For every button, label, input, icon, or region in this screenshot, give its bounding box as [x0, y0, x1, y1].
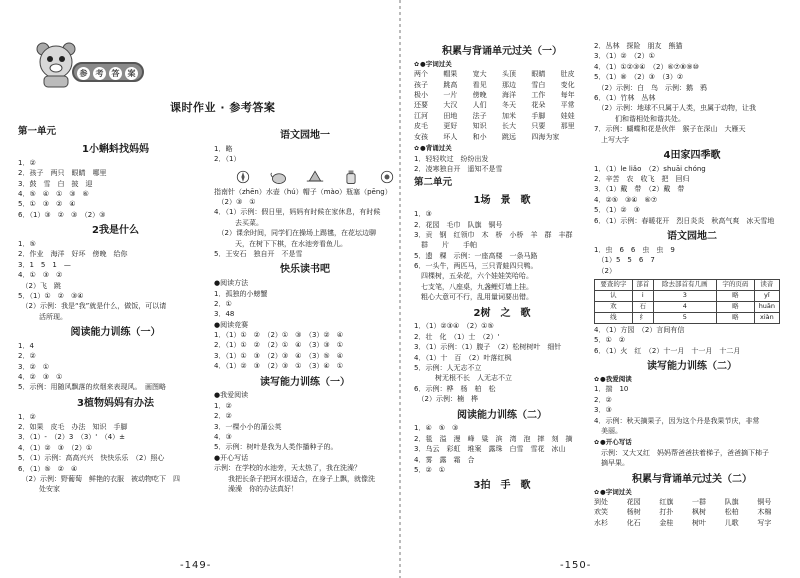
- section-title: 4田家四季歌: [663, 149, 721, 161]
- unit-heading: 第一单元: [18, 126, 57, 137]
- unit-heading: 第二单元: [414, 177, 453, 189]
- answer-line: 树无根不长 人无志不立: [414, 374, 512, 383]
- section-title: 积累与背诵单元过关（一）: [442, 46, 562, 57]
- answer-line: 2．如果 皮毛 办法 知识 手脚: [18, 423, 128, 431]
- word-cell: 傍晚: [472, 91, 487, 100]
- word-cell: 知识: [472, 122, 487, 131]
- answer-line: 5．王安石 独自开 不是雪: [214, 249, 303, 258]
- answer-line: 5．（1）⑧ （2）③ （3）②: [594, 73, 684, 82]
- section-title: 阅读能力训练（二）: [457, 409, 547, 421]
- answer-line: 3．③: [594, 406, 612, 415]
- answer-line: 3．48: [214, 310, 235, 319]
- section-title: 阅读能力训练（一）: [70, 327, 161, 339]
- answer-line: 3．（1）① ③ （2）③ ④ （3）⑤ ④: [214, 351, 343, 360]
- word-cell: 每年: [560, 91, 575, 100]
- badge-char: 案: [125, 67, 138, 80]
- subsection-label: ✿ ●字词过关: [414, 61, 590, 71]
- word-cell: 树叶: [692, 518, 706, 527]
- answer-line: 6．（1）⑤ ② ④: [18, 464, 78, 473]
- word-cell: 金桂: [659, 518, 674, 527]
- answer-line: 1．②: [18, 412, 36, 421]
- word-cell: 女孩: [414, 132, 428, 141]
- answer-line: 我把长条子把河水很适合，在身子上飘，就像洗: [214, 474, 375, 483]
- answer-line: 5．① ②: [594, 336, 626, 345]
- answer-line: 3．（1）- （2）3 （3）' （4）±: [18, 433, 126, 442]
- answer-line: 澡澡 你的办法真好！: [214, 484, 298, 493]
- answer-line: 示例：在学校的水池旁，天太热了，我在洗澡？: [214, 464, 361, 473]
- answer-line: 6．一头牛，两匹马，三只青蛙四只鸭。: [414, 262, 538, 271]
- compass-icon: [234, 168, 252, 186]
- answer-line: 去买菜。: [214, 218, 263, 227]
- answer-line: 3．② ①: [18, 362, 50, 371]
- section-title: 语文园地一: [280, 130, 330, 141]
- page-fold: [399, 0, 401, 578]
- answer-line: 四棵树，五朵花，六个娃娃笑哈哈。: [414, 272, 533, 281]
- answer-line: （2）示例：白 鸟 示例：鹅 鸦: [594, 83, 707, 92]
- word-cell: 欢笑: [594, 508, 608, 517]
- answer-line: 1．（1）②③④ （2）①⑤: [414, 322, 494, 331]
- word-cell: 田地: [443, 111, 458, 120]
- word-cell: 坏人: [443, 132, 458, 141]
- answer-line: （1）5 5 6 7: [594, 256, 655, 265]
- section-title: 3拍 手 歌: [473, 480, 531, 492]
- section-title: 积累与背诵单元过关（二）: [632, 473, 752, 485]
- answer-line: 5．① ③ ② ④: [18, 200, 76, 209]
- answer-list: [18, 413, 213, 496]
- word-cell: 打扑: [659, 508, 674, 517]
- answer-line: 5．示例：人无志不立: [414, 363, 482, 372]
- answer-line: 1．（1）① ② （2）① ③ （3）② ④: [214, 331, 343, 340]
- word-cell: 水杉: [594, 518, 608, 527]
- word-grid: [414, 70, 590, 143]
- table-cell: 4: [653, 302, 716, 313]
- answer-line: 2．（1）: [214, 155, 241, 164]
- answer-line: 4．② ③ ①: [18, 373, 63, 382]
- answer-line: 4．（1）①②③④ （2）⑥⑦⑧⑨⑩: [594, 62, 699, 71]
- answer-line: 群 片 手帕: [414, 241, 477, 250]
- section-title: 3植物妈妈有办法: [77, 397, 154, 409]
- table-cell: yǐ: [754, 291, 779, 302]
- word-cell: 皮毛: [414, 122, 428, 131]
- answer-line: ●开心写话: [214, 453, 249, 462]
- answer-line: （2）示例：野葡萄 鲜艳的衣服 被动物吃下 四: [18, 474, 180, 483]
- word-cell: 头顶: [502, 70, 516, 79]
- answer-line: 2．②: [594, 395, 612, 404]
- answer-line: ●阅读竞赛: [214, 320, 249, 329]
- word-grid: [594, 498, 790, 529]
- section-title: 读写能力训练（一）: [260, 376, 350, 388]
- answer-line: 1．④ ⑤ ③: [414, 424, 459, 433]
- answer-line: 4．（1）② ③ （2）③ ① （3）④ ①: [214, 362, 343, 371]
- column-4: [594, 42, 790, 529]
- word-cell: 看见: [472, 80, 487, 89]
- word-cell: 冬天: [502, 101, 516, 110]
- word-cell: 加米: [502, 111, 516, 120]
- answer-line: （2）示例：地球不只属于人类，虫属于动物，让我: [594, 104, 756, 113]
- answer-line: 3．贡 钢 红领巾 木 桥 小桥 羊 群 丰群: [414, 230, 573, 239]
- word-cell: 和小: [472, 132, 487, 141]
- table-cell: 略: [716, 302, 754, 313]
- answer-line: 4．（1）② ③ （2）①: [18, 443, 93, 452]
- answer-line: 3．一棵小小的蒲公英: [214, 422, 282, 431]
- subsection-label: ✿ ●我爱阅读: [594, 376, 790, 386]
- word-cell: 两个: [414, 70, 428, 79]
- answer-line: 美丽。: [594, 427, 622, 436]
- answer-line: 4．⑤ ④ ① ③ ⑥: [18, 189, 89, 198]
- answer-line: 摘早果。: [594, 459, 629, 468]
- answer-line: 5．（1）① ② ③④: [18, 291, 84, 300]
- section-title: 2我是什么: [92, 225, 139, 237]
- table-cell: 字的页码: [716, 280, 754, 291]
- word-cell: 一群: [692, 498, 706, 507]
- table-cell: 要查的字: [595, 280, 633, 291]
- word-cell: 只要: [531, 122, 546, 131]
- word-cell: 极小: [414, 91, 428, 100]
- word-cell: 海洋: [502, 91, 516, 100]
- answer-line: 3．（1）② （2）①: [594, 52, 655, 61]
- answer-line: 2．②: [18, 352, 36, 361]
- answer-line: 4．① ③ ②: [18, 271, 63, 280]
- answer-line: 4．示例：秋天摘果子，因为这个丹是我果节庆，非常: [594, 416, 760, 425]
- table-cell: i: [632, 291, 653, 302]
- answer-line: 3．（1）示例：（1）腹子 （2）松树树叶 细针: [414, 343, 562, 352]
- answer-line: （2）: [594, 266, 616, 275]
- word-cell: 红旗: [659, 498, 674, 507]
- answer-line: 4．（1）方园 （2）言间有信: [594, 326, 685, 335]
- answer-line: 指南针（zhēn）水壶（hú）帽子（mào）瓶塞（pēng）: [214, 187, 392, 196]
- word-cell: 人们: [472, 101, 487, 110]
- answer-line: （2）③ ①: [214, 197, 256, 206]
- answer-line: 6．（1）示例：春暖花开 烈日炎炎 秋高气爽 冰天雪地: [594, 216, 775, 225]
- answer-line: 2．花园 毛巾 队旗 铜号: [414, 220, 503, 229]
- section-title: 快乐读书吧: [280, 264, 330, 276]
- section-title: 1场 景 歌: [473, 195, 531, 207]
- table-cell: 认: [595, 291, 633, 302]
- answer-line: 1．虫 6 6 虫 虫 9: [594, 245, 675, 254]
- badge-char: 参: [77, 67, 90, 80]
- answer-badge: [72, 62, 144, 82]
- answer-line: 处安家: [18, 485, 60, 494]
- word-cell: 木棉: [757, 508, 772, 517]
- table-cell: 欢: [595, 302, 633, 313]
- answer-line: 示例：又大又红 妈妈帮爸爸扶着梯子，爸爸摘下柿子: [594, 448, 769, 457]
- bear-mascot-icon: [34, 40, 78, 88]
- subsection-label: ✿ ●开心写话: [594, 439, 790, 449]
- answer-line: 1．轻轻吹过 纷纷出发: [414, 154, 489, 163]
- word-cell: 更好: [443, 122, 458, 131]
- answer-line: 2．作业 海洋 好坏 傍晚 给你: [18, 250, 128, 259]
- word-cell: 写字: [757, 518, 772, 527]
- target-icon: [378, 168, 396, 186]
- answer-line: 5．（1）示例：高高兴兴 快快乐乐 （2）照心: [18, 454, 165, 463]
- section-title: 语文园地二: [667, 231, 717, 243]
- word-cell: 跳远: [502, 132, 516, 141]
- answer-line: （2）示例：我是“我”就是什么，做饭，可以请: [18, 302, 167, 311]
- table-row: [595, 291, 780, 302]
- answer-line: 1．（1）le liǎo （2）shuāi chóng: [594, 164, 706, 173]
- word-cell: 江河: [414, 111, 428, 120]
- answer-line: 4．（1）十 百 （2）叶落红枫: [414, 353, 512, 362]
- answer-line: 4．（1）示例：假日里，妈妈有时候在家休息，有时候: [214, 208, 381, 217]
- word-cell: 松柏: [724, 508, 739, 517]
- answer-line: 4．雾 露 霜 合: [414, 455, 475, 464]
- word-cell: 花朵: [531, 101, 546, 110]
- answer-line: 2．丛林 探险 朋友 熊猫: [594, 42, 683, 50]
- table-row: [595, 302, 780, 313]
- answer-line: 3．（1）戴 带 （2）戴 带: [594, 185, 685, 194]
- word-cell: 变化: [560, 80, 575, 89]
- answer-line: （2）示例：楠 桦: [414, 395, 478, 404]
- table-cell: huān: [754, 302, 779, 313]
- word-cell: 到处: [594, 498, 608, 507]
- answer-line: 4．②⑤ ③④ ⑥⑦: [594, 195, 658, 204]
- answer-line: 1．孤独的小螃蟹: [214, 289, 268, 298]
- table-cell: 线: [595, 313, 633, 324]
- picture-row: [234, 168, 396, 186]
- table-cell: xiàn: [754, 313, 779, 324]
- answer-list: [18, 240, 213, 323]
- answer-line: 5．遗 稞 示例：一座高楼 一条马路: [414, 251, 538, 260]
- answer-line: 6．（1）火 红 （2）十一月 十一月 十二月: [594, 346, 741, 355]
- word-cell: 肚皮: [560, 70, 575, 79]
- word-cell: 杨树: [626, 508, 641, 517]
- table-cell: 略: [716, 313, 754, 324]
- answer-line: ●我爱阅读: [214, 391, 249, 400]
- word-cell: 平常: [560, 101, 575, 110]
- answer-line: 1．4: [18, 341, 34, 350]
- mascot-logo: [34, 40, 144, 92]
- answer-line: 2．②: [214, 412, 232, 421]
- answer-line: 2．孩子 两只 眼睛 哪里: [18, 169, 107, 178]
- answer-line: 5．示例：用随风飘落的炊烟来表现风。 画图略: [18, 383, 166, 392]
- answer-line: 2．壮 化 （1）士 （2）': [414, 332, 500, 341]
- answer-line: 2．（1）① ② （2）① ④ （3）③ ①: [214, 341, 343, 350]
- word-cell: 帽果: [443, 70, 458, 79]
- answer-line: 7．示例：蝴蝶和花是伙伴 猴子在深山 大雁天: [594, 125, 746, 134]
- table-header-row: [595, 280, 780, 291]
- answer-line: 5．示例：树叶是我为人类作播种子的。: [214, 443, 338, 452]
- section-title: 1小蝌蚪找妈妈: [82, 144, 149, 155]
- word-cell: 四海为家: [531, 132, 560, 141]
- table-cell: 纟: [632, 313, 653, 324]
- table-cell: 部首: [632, 280, 653, 291]
- answer-line: 1．②: [18, 158, 36, 167]
- dictionary-table: [594, 279, 780, 324]
- word-cell: 化石: [626, 518, 641, 527]
- answer-line: 1．⑤: [18, 239, 36, 248]
- word-cell: 手脚: [531, 111, 546, 120]
- answer-line: 6．示例：桦 杨 柏 松: [414, 384, 496, 393]
- answer-line: 粗心大意可不行，乱用量词要出错。: [414, 293, 533, 302]
- word-cell: 铜号: [757, 498, 772, 507]
- answer-line: 上写大字: [594, 135, 629, 144]
- table-cell: 略: [716, 291, 754, 302]
- answer-line: 1．③: [414, 210, 432, 219]
- table-row: [595, 313, 780, 324]
- word-cell: 工作: [531, 91, 546, 100]
- subsection-label: ✿ ●背诵过关: [414, 145, 590, 155]
- subsection-label: ✿ ●字词过关: [594, 489, 790, 499]
- answer-line: （2）飞 跳: [18, 281, 61, 290]
- table-cell: 5: [653, 313, 716, 324]
- answer-line: 3．鼓 雪 白 披 迎: [18, 179, 93, 188]
- table-cell: 石: [632, 302, 653, 313]
- answer-line: 3．乌云 彩虹 堆案 露珠 白雪 雪花 冰山: [414, 445, 566, 454]
- kettle-icon: [270, 168, 288, 186]
- column-1: [18, 126, 213, 496]
- answer-line: 2．凌寒独自开 遥知不是雪: [414, 164, 503, 173]
- word-cell: 那里: [560, 122, 575, 131]
- answer-list: [18, 159, 213, 221]
- answer-line: 2．①: [214, 299, 232, 308]
- answer-line: 1．揣 10: [594, 385, 629, 394]
- word-cell: 孩子: [414, 80, 428, 89]
- answer-line: 2．辛苦 农 收飞 把 回归: [594, 175, 690, 184]
- page-title: 课时作业 · 参考答案: [170, 101, 276, 114]
- answer-line: 6．（1）竹林 丛林: [594, 93, 656, 102]
- answer-line: 活所现。: [18, 312, 67, 321]
- word-cell: 一片: [443, 91, 458, 100]
- table-cell: 读音: [754, 280, 779, 291]
- word-cell: 法子: [472, 111, 487, 120]
- badge-char: 答: [109, 67, 122, 80]
- answer-line: 1．②: [214, 401, 232, 410]
- answer-line: 5．② ①: [414, 465, 446, 474]
- word-cell: 大汉: [443, 101, 458, 110]
- answer-line: ●阅读方法: [214, 279, 249, 288]
- answer-line: 6．（1）③ ② ③ （2）③: [18, 210, 106, 219]
- word-cell: 跳高: [443, 80, 458, 89]
- answer-line: （2）课余时间，同学们在操场上踢毽，在花坛边聊: [214, 229, 376, 238]
- word-cell: 花园: [626, 498, 641, 507]
- word-cell: 娃娃: [560, 111, 575, 120]
- answer-line: 七支笔，八座桌，九盏鲤灯墙上挂。: [414, 282, 533, 291]
- answer-line: 们和谐相处和谐共处。: [594, 114, 685, 123]
- word-cell: 宽大: [472, 70, 487, 79]
- word-cell: 那边: [502, 80, 516, 89]
- section-title: 读写能力训练（二）: [647, 361, 737, 373]
- page-number-left: -149-: [180, 560, 212, 572]
- page-number-right: -150-: [560, 560, 592, 572]
- word-cell: 队旗: [724, 498, 739, 507]
- word-cell: 长大: [502, 122, 516, 131]
- word-cell: 枫树: [692, 508, 706, 517]
- word-cell: 还要: [414, 101, 428, 110]
- answer-line: 天，在树下下棋，在水池旁看鱼儿。: [214, 239, 347, 248]
- table-cell: 3: [653, 291, 716, 302]
- answer-line: 4．③: [214, 432, 232, 441]
- answer-line: 2．毯 溢 漫 峰 粱 滨 湾 泡 摔 刻 摘: [414, 434, 573, 443]
- answer-list: [18, 342, 213, 394]
- bottle-icon: [342, 168, 360, 186]
- column-3: [414, 42, 590, 495]
- answer-line: 3．1 5 1 —: [18, 260, 71, 269]
- section-title: 2树 之 歌: [473, 307, 531, 319]
- answer-line: 1．略: [214, 144, 233, 153]
- answer-line: 5．（1）② ③: [594, 206, 640, 215]
- word-cell: 眼睛: [531, 70, 546, 79]
- word-cell: 雪白: [531, 80, 546, 89]
- word-cell: 儿歌: [724, 518, 739, 527]
- badge-char: 考: [93, 67, 106, 80]
- column-2: [214, 126, 396, 495]
- hat-icon: [306, 168, 324, 186]
- table-cell: 除去部首有几画: [653, 280, 716, 291]
